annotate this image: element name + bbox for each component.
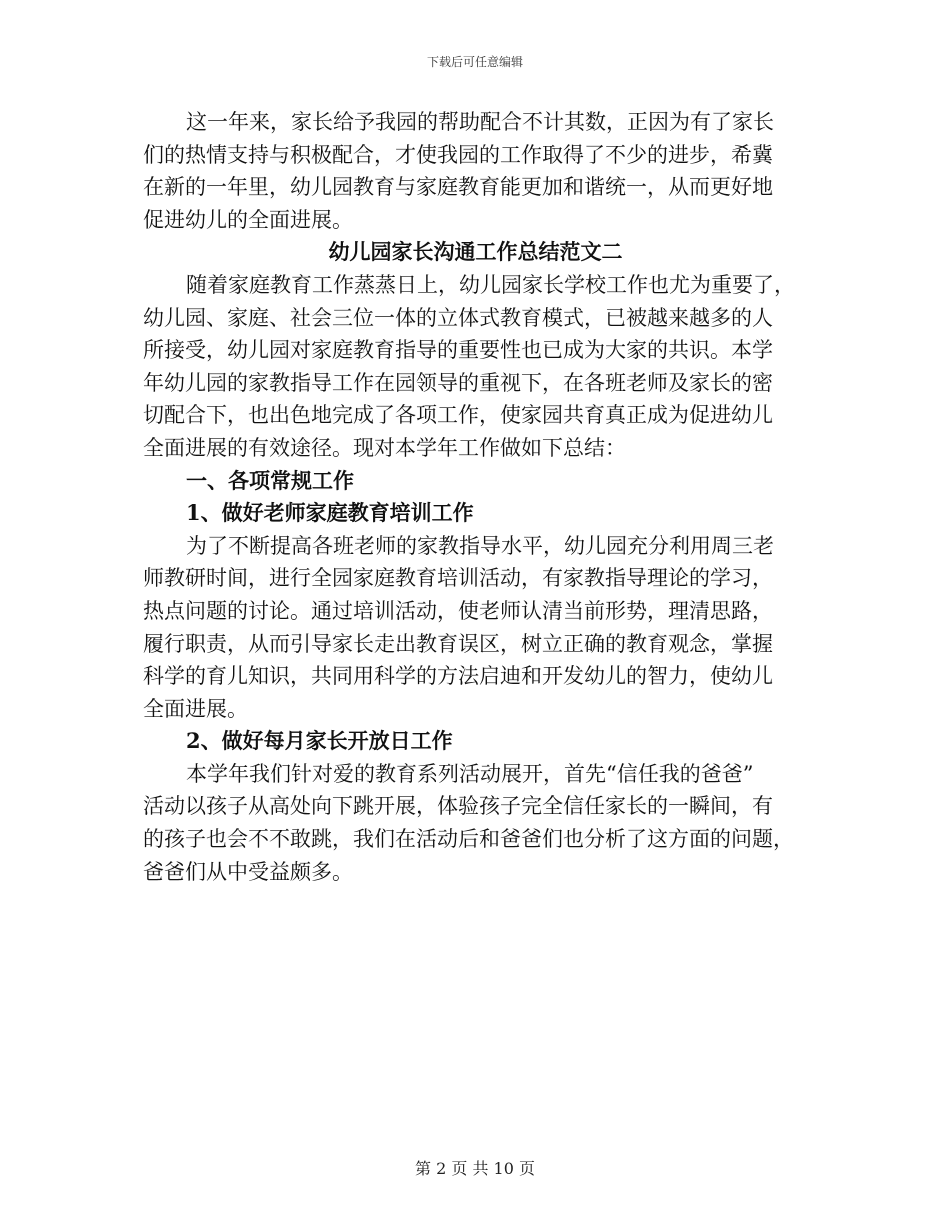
paragraph-line: 科学的育儿知识，共同用科学的方法启迪和开发幼儿的智力，使幼儿 xyxy=(143,664,773,689)
paragraph-line: 本学年我们针对爱的教育系列活动展开，首先“信任我的爸爸” xyxy=(186,761,754,786)
section-title: 幼儿园家长沟通工作总结范文二 xyxy=(328,239,623,265)
paragraph-line: 热点问题的讨论。通过培训活动，使老师认清当前形势，理清思路， xyxy=(143,598,773,623)
paragraph-line: 随着家庭教育工作蒸蒸日上，幼儿园家长学校工作也尤为重要了， xyxy=(186,272,795,297)
paragraph-line: 的孩子也会不不敢跳，我们在活动后和爸爸们也分析了这方面的问题， xyxy=(143,827,794,852)
paragraph-line: 全面进展。 xyxy=(143,696,248,721)
paragraph-line: 这一年来，家长给予我园的帮助配合不计其数，正因为有了家长 xyxy=(186,110,774,134)
paragraph-line: 在新的一年里，幼儿园教育与家庭教育能更加和谐统一，从而更好地 xyxy=(143,175,773,200)
paragraph-line: 履行职责，从而引导家长走出教育误区，树立正确的教育观念，掌握 xyxy=(143,631,773,656)
paragraph-line: 活动以孩子从高处向下跳开展，体验孩子完全信任家长的一瞬间，有 xyxy=(143,794,773,819)
paragraph-line: 师教研时间，进行全园家庭教育培训活动，有家教指导理论的学习， xyxy=(143,566,773,591)
paragraph-line: 切配合下，也出色地完成了各项工作，使家园共育真正成为促进幼儿 xyxy=(143,403,773,428)
paragraph-line: 全面进展的有效途径。现对本学年工作做如下总结： xyxy=(143,435,626,460)
paragraph-line: 爸爸们从中受益颇多。 xyxy=(143,859,353,884)
heading-level-1: 一、各项常规工作 xyxy=(186,467,354,493)
paragraph-line: 为了不断提高各班老师的家教指导水平，幼儿园充分利用周三老 xyxy=(186,533,774,558)
heading-level-2: 1、做好老师家庭教育培训工作 xyxy=(186,500,474,526)
page-number: 第 2 页 共 10 页 xyxy=(415,1159,535,1178)
paragraph-line: 所接受，幼儿园对家庭教育指导的重要性也已成为大家的共识。本学 xyxy=(143,338,773,363)
paragraph-line: 促进幼儿的全面进展。 xyxy=(143,207,353,232)
paragraph-line: 幼儿园、家庭、社会三位一体的立体式教育模式，已被越来越多的人 xyxy=(143,305,773,330)
paragraph-line: 年幼儿园的家教指导工作在园领导的重视下，在各班老师及家长的密 xyxy=(143,370,773,395)
heading-level-2: 2、做好每月家长开放日工作 xyxy=(186,728,453,754)
document-body xyxy=(143,106,808,888)
header-note: 下载后可任意编辑 xyxy=(426,55,523,69)
paragraph-line: 们的热情支持与积极配合，才使我园的工作取得了不少的进步，希冀 xyxy=(143,142,773,167)
